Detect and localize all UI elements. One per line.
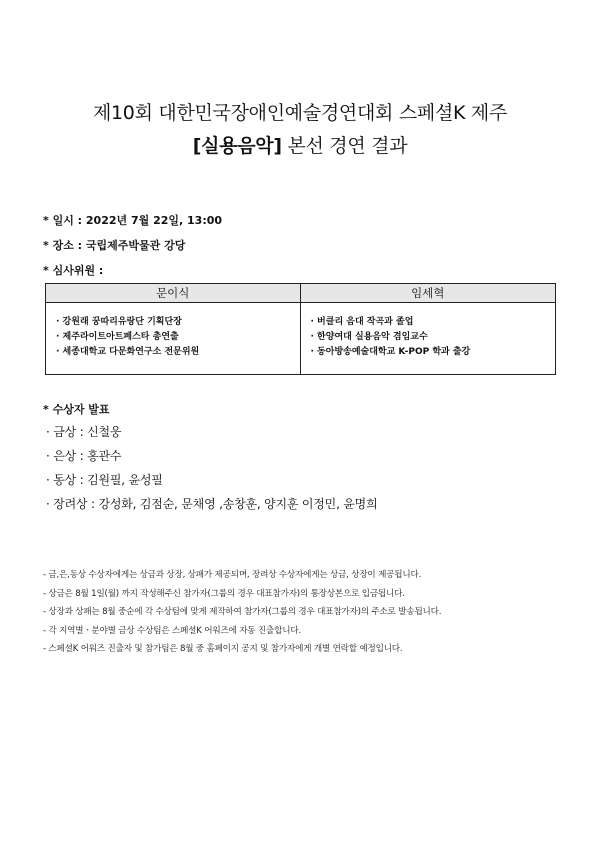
award-encouragement: · 장려상 : 강성화, 김점순, 문채영 ,송창훈, 양지훈 이정민, 윤명희 [46, 497, 378, 511]
judge-name: 문이식 [46, 284, 301, 303]
subtitle-category: [실용음악] [192, 135, 282, 157]
document-title: 제10회 대한민국장애인예술경연대회 스페셜K 제주 [92, 102, 508, 124]
event-date: * 일시 : 2022년 7월 22일, 13:00 [43, 214, 223, 227]
credential-item: · 강원래 꿍따리유랑단 기획단장 [56, 317, 182, 327]
note-item: - 상금은 8월 1일(월) 까지 작성해주신 참가자(그룹의 경우 대표참가자)의 통장상본으로 입금됩니다. [43, 588, 405, 599]
award-bronze: · 동상 : 김원필, 윤성필 [46, 473, 163, 487]
credential-item: · 한양여대 실용음악 겸임교수 [310, 332, 428, 342]
note-item: - 각 지역별ㆍ분야별 금상 수상팀은 스페셜K 어워즈에 자동 진출합니다. [43, 625, 301, 636]
credential-item: · 제주라이트아트페스타 총연출 [56, 332, 179, 342]
awards-heading: * 수상자 발표 [43, 403, 110, 416]
note-item: - 스페셜K 어워즈 진출자 및 참가팀은 8월 중 홈페이지 공지 및 참가자에게 개별 연락할 예정입니다. [43, 644, 403, 655]
judge-name: 임세혁 [301, 284, 556, 303]
judge-credentials [301, 303, 556, 374]
credential-item: · 버클리 음대 작곡과 졸업 [310, 317, 414, 327]
subtitle-rest: 본선 경연 결과 [281, 135, 408, 157]
credential-item: · 세종대학교 다문화연구소 전문위원 [56, 347, 200, 357]
document-subtitle [0, 131, 600, 158]
note-item: - 상장과 상패는 8월 중순에 각 수상팀에 맞게 제작하여 참가자(그룹의 경우 대표참가자)의 주소로 발송됩니다. [43, 607, 442, 618]
award-gold: · 금상 : 신철웅 [46, 425, 122, 439]
event-venue: * 장소 : 국립제주박물관 강당 [43, 239, 186, 252]
judge-credentials [46, 303, 301, 374]
judges-label: * 심사위원 : [43, 264, 104, 277]
credential-item: · 동아방송예술대학교 K-POP 학과 출강 [310, 347, 471, 357]
note-item: - 금,은,동상 수상자에게는 상금과 상장, 상패가 제공되며, 장려상 수상자에게는 상금, 상장이 제공됩니다. [43, 570, 422, 580]
judges-table [45, 283, 556, 375]
award-silver: · 은상 : 홍관수 [46, 449, 122, 463]
notes-list [43, 566, 563, 659]
